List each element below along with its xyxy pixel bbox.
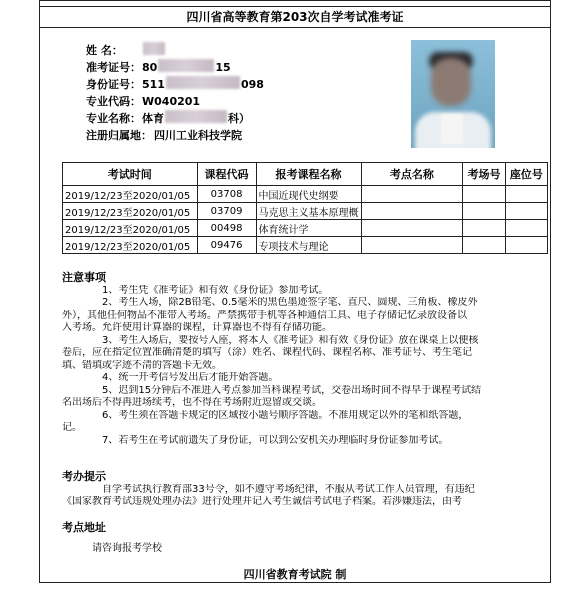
- exam-schedule-table: [62, 162, 548, 254]
- admission-ticket: [39, 0, 551, 583]
- cell-course-name: 中国近现代史纲要: [256, 186, 361, 203]
- major-name-label: 专业名称：: [86, 112, 141, 125]
- major-name-suffix: 科）: [228, 112, 250, 125]
- id-number-prefix: 511: [142, 78, 165, 91]
- registry-value: 四川工业科技学院: [154, 129, 242, 142]
- major-name-prefix: 体育: [142, 112, 164, 125]
- major-name-row: [86, 110, 264, 127]
- id-number-row: [86, 76, 264, 93]
- header-room: 考场号: [463, 163, 505, 186]
- note-line: 名出场后不得再进场续考，也不得在考场附近逗留或交谈。: [62, 397, 322, 408]
- cell-course-name: 马克思主义基本原理概: [256, 203, 361, 220]
- issuer-footer: 四川省教育考试院 制: [243, 568, 347, 581]
- note-line: 外），其他任何物品不准带入考场。严禁携带手机等各种通信工具、电子存储记忆录放设备以: [62, 309, 467, 321]
- note-line: 记。: [62, 422, 82, 433]
- ticket-number-row: [86, 59, 264, 76]
- address-title: 考点地址: [62, 521, 106, 534]
- table-row: [63, 220, 548, 237]
- notes-title: 注意事项: [62, 271, 106, 284]
- ticket-title: 四川省高等教育第203次自学考试准考证: [40, 6, 550, 28]
- ticket-number-redacted: [158, 59, 214, 72]
- note-line: 4、统一开考信号发出后才能开始答题。: [102, 372, 279, 383]
- table-row: [63, 237, 548, 254]
- tip-line: 自学考试执行教育部33号令，如不遵守考场纪律，不服从考试工作人员管理，有违纪: [102, 483, 475, 495]
- address-value: 请咨询报考学校: [92, 543, 162, 554]
- cell-course-code: 03709: [197, 203, 256, 220]
- candidate-info: [86, 42, 264, 144]
- note-line: 入考场。允许使用计算器的课程，计算器也不得有存储功能。: [62, 322, 332, 333]
- name-redacted: [143, 42, 165, 55]
- cell-seat: [505, 203, 547, 220]
- table-row: [63, 186, 548, 203]
- note-line: 2、考生入场，除2B铅笔、0.5毫米的黑色墨迹签字笔、直尺、圆规、三角板、橡皮外: [102, 297, 478, 308]
- cell-exam-time: 2019/12/23至2020/01/05: [63, 203, 198, 220]
- registry-row: [86, 127, 264, 144]
- cell-venue: [361, 203, 463, 220]
- cell-seat: [505, 220, 547, 237]
- candidate-photo: [411, 40, 495, 148]
- cell-course-name: 体育统计学: [256, 220, 361, 237]
- note-line: 6、考生须在答题卡规定的区域按小题号顺序答题。不准用规定以外的笔和纸答题，: [102, 409, 469, 421]
- name-label: 姓 名：: [86, 44, 123, 57]
- notes-section: [62, 272, 550, 447]
- cell-venue: [361, 237, 463, 254]
- top-border: [40, 0, 550, 1]
- cell-exam-time: 2019/12/23至2020/01/05: [63, 237, 198, 254]
- ticket-number-suffix: 15: [215, 61, 231, 74]
- cell-venue: [361, 220, 463, 237]
- cell-room: [463, 220, 505, 237]
- cell-venue: [361, 186, 463, 203]
- note-line: 5、迟到15分钟后不准进入考点参加当科课程考试，交卷出场时间不得早于课程考试结: [102, 384, 482, 396]
- tips-title: 考办提示: [62, 470, 106, 483]
- id-number-redacted: [166, 76, 240, 89]
- tip-line: 《国家教育考试违规处理办法》进行处理并记入考生诚信考试电子档案。若涉嫌违法，由考: [62, 496, 462, 507]
- major-code-label: 专业代码：: [86, 95, 141, 108]
- note-line: 卷后，应在指定位置准确清楚的填写（涂）姓名、课程代码、课程名称、准考证号、考生笔记: [62, 347, 472, 358]
- ticket-number-label: 准考证号：: [86, 61, 141, 74]
- header-course-code: 课程代码: [197, 163, 256, 186]
- cell-room: [463, 237, 505, 254]
- header-exam-time: 考试时间: [63, 163, 198, 186]
- cell-course-name: 专项技术与理论: [256, 237, 361, 254]
- major-name-redacted: [165, 110, 227, 123]
- registry-label: 注册归属地：: [86, 129, 152, 142]
- cell-course-code: 09476: [197, 237, 256, 254]
- cell-exam-time: 2019/12/23至2020/01/05: [63, 186, 198, 203]
- major-code-value: W040201: [142, 95, 201, 108]
- exam-office-tips: [62, 471, 550, 509]
- cell-course-code: 00498: [197, 220, 256, 237]
- cell-exam-time: 2019/12/23至2020/01/05: [63, 220, 198, 237]
- header-course-name: 报考课程名称: [256, 163, 361, 186]
- cell-seat: [505, 186, 547, 203]
- note-line: 填、错填或字迹不清的答题卡无效。: [62, 359, 222, 371]
- header-seat: 座位号: [505, 163, 547, 186]
- cell-course-code: 03708: [197, 186, 256, 203]
- note-line: 7、若考生在考试前遗失了身份证，可以到公安机关办理临时身份证参加考试。: [102, 434, 449, 446]
- venue-address: [62, 519, 162, 554]
- name-row: [86, 42, 264, 59]
- note-line: 1、考生凭《准考证》和有效《身份证》参加考试。: [102, 284, 329, 296]
- id-number-suffix: 098: [240, 78, 264, 91]
- major-code-row: [86, 93, 264, 110]
- table-row: [63, 203, 548, 220]
- note-line: 3、考生入场后，要按号入座，将本人《准考证》和有效《身份证》放在课桌上以便核: [102, 334, 479, 346]
- ticket-number-prefix: 80: [142, 61, 158, 74]
- cell-seat: [505, 237, 547, 254]
- cell-room: [463, 186, 505, 203]
- cell-room: [463, 203, 505, 220]
- table-header-row: [63, 163, 548, 186]
- header-venue: 考点名称: [361, 163, 463, 186]
- id-number-label: 身份证号：: [86, 78, 141, 91]
